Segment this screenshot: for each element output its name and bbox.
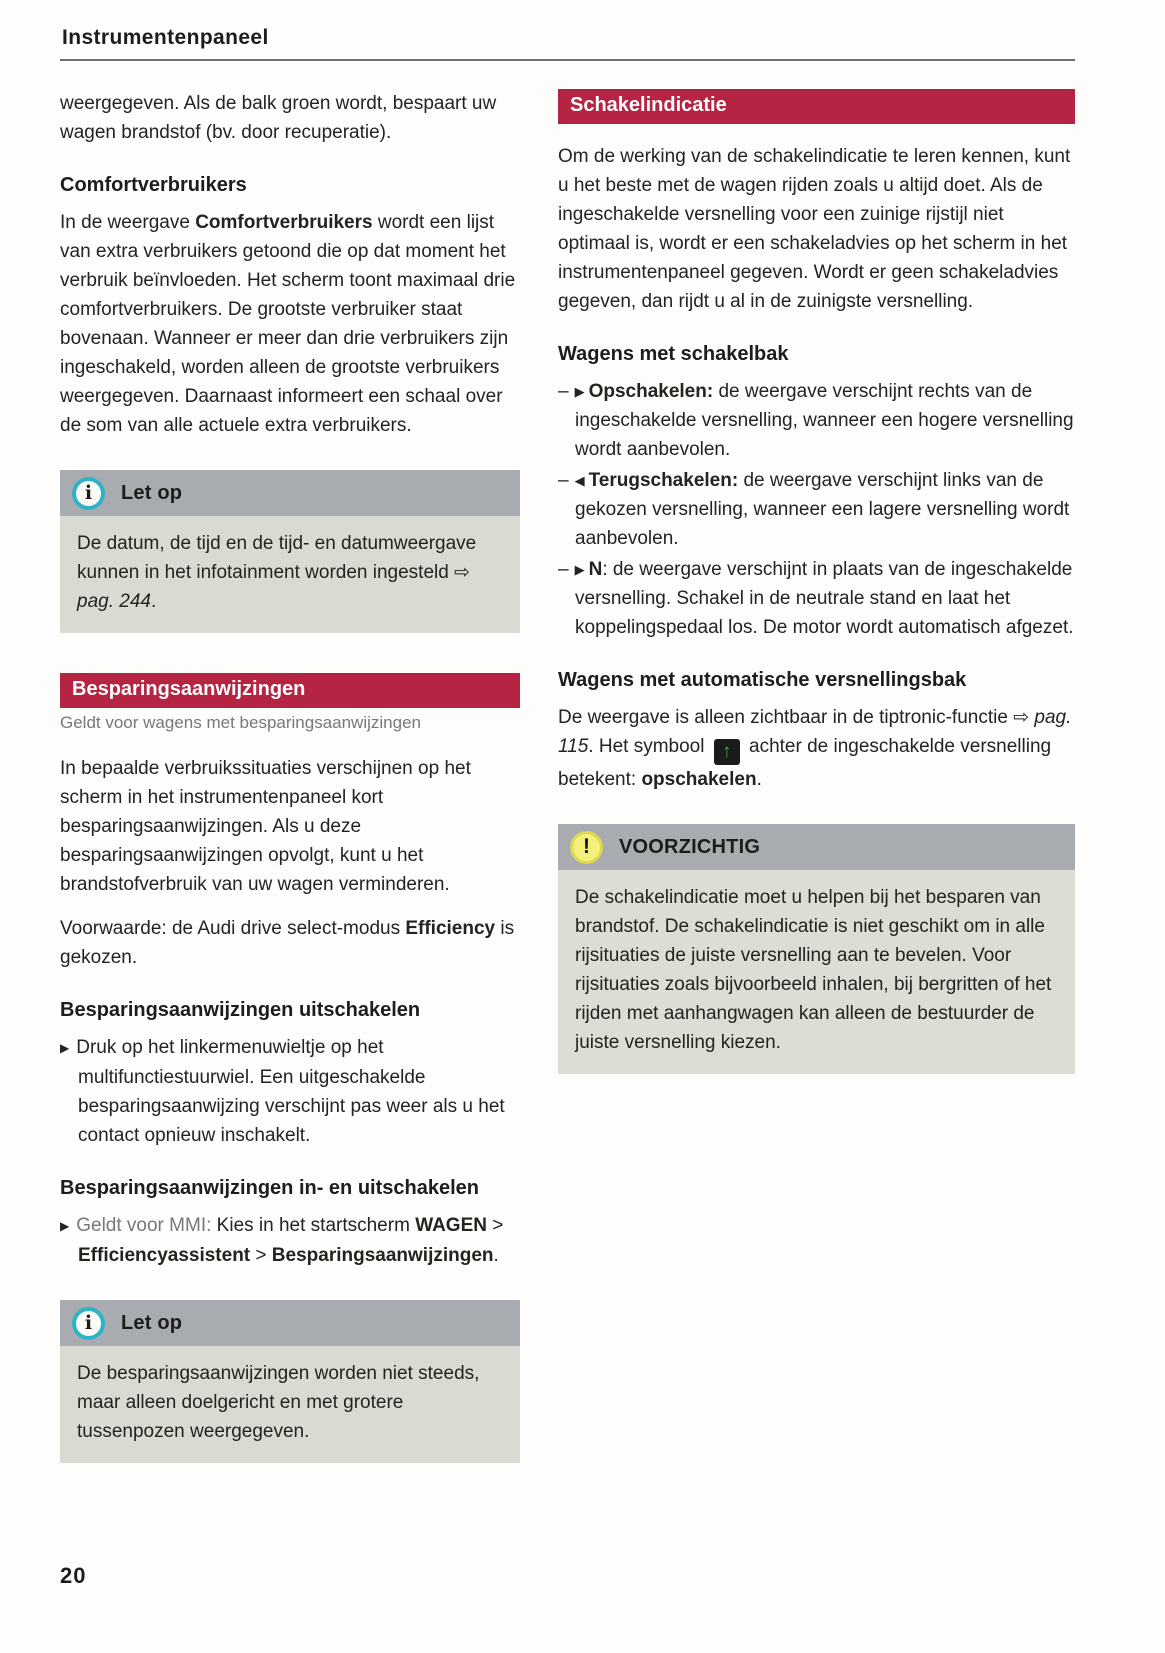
- note-body: De besparingsaanwijzingen worden niet steeds, maar alleen doelgericht en met grotere tussenpozen weergegeven.: [60, 1346, 520, 1463]
- step-triangle-icon: ▶: [60, 1041, 70, 1055]
- two-column-layout: [60, 89, 1075, 1463]
- left-column: [60, 89, 520, 1463]
- note-body: De datum, de tijd en de tijd- en datumweergave kunnen in het infotainment worden ingesteld ⇨ pag. 244.: [60, 516, 520, 633]
- section-subtitle: Geldt voor wagens met besparingsaanwijzingen: [60, 713, 421, 732]
- note-title: Let op: [121, 481, 183, 504]
- paragraph: De weergave is alleen zichtbaar in de tiptronic-functie ⇨ pag. 115. Het symbool ↑ achter de ingeschakelde versnelling betekent: opschakelen.: [558, 707, 1072, 790]
- heading-wagens-met-schakelbak: Wagens met schakelbak: [558, 343, 789, 365]
- heading-wagens-met-automaat: Wagens met automatische versnellingsbak: [558, 669, 967, 691]
- paragraph: weergegeven. Als de balk groen wordt, bespaart uw wagen brandstof (bv. door recuperatie).: [60, 93, 497, 143]
- dash-marker: –: [558, 559, 569, 580]
- caution-body: De schakelindicatie moet u helpen bij het besparen van brandstof. De schakelindicatie is niet geschikt om in alle rijsituaties de juiste versnelling aan te bevelen. Voor rijsituaties zoals bijvoorbeeld inhalen, bij bergritten of het rijden met aanhangwagen kan alleen de bestuurder de juiste versnelling kiezen.: [558, 870, 1075, 1074]
- page-header: [60, 26, 1075, 61]
- page-content: [60, 26, 1075, 1463]
- paragraph: In bepaalde verbruikssituaties verschijnen op het scherm in het instrumentenpaneel kort besparingsaanwijzingen. Als u deze besparingsaanwijzingen opvolgt, kunt u het brandstofverbruik van uw wagen verminderen.: [60, 758, 471, 895]
- list-item-text: Terugschakelen: de weergave verschijnt links van de gekozen versnelling, wanneer een lagere versnelling wordt aanbevolen.: [575, 470, 1070, 549]
- step-text: Druk op het linkermenuwieltje op het multifunctiestuurwiel. Een uitgeschakelde besparingsaanwijzing verschijnt pas weer als u het contact opnieuw inschakelt.: [76, 1037, 505, 1146]
- dash-marker: –: [558, 470, 569, 491]
- info-icon: i: [72, 1307, 105, 1340]
- heading-besparing-uitschakelen: Besparingsaanwijzingen uitschakelen: [60, 999, 421, 1021]
- caution-box: [558, 824, 1075, 1074]
- note-header: [60, 1300, 520, 1346]
- list-item: [558, 377, 1075, 464]
- list-item-text: Opschakelen: de weergave verschijnt rechts van de ingeschakelde versnelling, wanneer een hogere versnelling wordt aanbevolen.: [575, 381, 1074, 460]
- caution-header: [558, 824, 1075, 870]
- note-header: [60, 470, 520, 516]
- heading-comfortverbruikers: Comfortverbruikers: [60, 174, 247, 196]
- section-header-besparingsaanwijzingen: Besparingsaanwijzingen: [60, 673, 520, 708]
- note-box-letop-1: [60, 470, 520, 633]
- warning-icon: !: [570, 831, 603, 864]
- paragraph: In de weergave Comfortverbruikers wordt een lijst van extra verbruikers getoond die op dat moment het verbruik beïnvloeden. Het scherm toont maximaal drie comfortverbruikers. De grootste verbruiker staat bovenaan. Wanneer er meer dan drie verbruikers zijn ingeschakeld, worden alleen de grootste verbruikers weergegeven. Daarnaast informeert een schaal over de som van alle actuele extra verbruikers.: [60, 212, 516, 436]
- list-item-text: N: de weergave verschijnt in plaats van de ingeschakelde versnelling. Schakel in de neutrale stand en laat het koppelingspedaal los. De motor wordt automatisch afgezet.: [575, 559, 1074, 638]
- list-item: [558, 555, 1075, 642]
- paragraph: Voorwaarde: de Audi drive select-modus Efficiency is gekozen.: [60, 918, 515, 968]
- list-item: [558, 466, 1075, 553]
- upshift-triangle-icon: ▶: [574, 384, 585, 399]
- step-text: Geldt voor MMI: Kies in het startscherm WAGEN > Efficiencyassistent > Besparingsaanwijzingen.: [76, 1215, 504, 1266]
- note-box-letop-2: [60, 1300, 520, 1463]
- section-header-schakelindicatie: Schakelindicatie: [558, 89, 1075, 124]
- title-rule: [60, 59, 1075, 61]
- page-number: 20: [60, 1563, 87, 1588]
- caution-title: VOORZICHTIG: [619, 835, 761, 858]
- downshift-triangle-icon: ◀: [574, 473, 585, 488]
- instruction-step: [60, 1211, 520, 1270]
- right-column: [558, 89, 1075, 1463]
- note-title: Let op: [121, 1311, 183, 1334]
- page-title: Instrumentenpaneel: [62, 26, 269, 49]
- info-icon: i: [72, 477, 105, 510]
- step-triangle-icon: ▶: [60, 1219, 70, 1233]
- heading-besparing-in-en-uitschakelen: Besparingsaanwijzingen in- en uitschakelen: [60, 1177, 479, 1199]
- paragraph: Om de werking van de schakelindicatie te leren kennen, kunt u het beste met de wagen rijden zoals u altijd doet. Als de ingeschakelde versnelling voor een zuinige rijstijl niet optimaal is, wordt er een schakeladvies op het scherm in het instrumentenpaneel gegeven. Wordt er geen schakeladvies gegeven, dan rijdt u al in de zuinigste versnelling.: [558, 146, 1071, 312]
- dash-marker: –: [558, 381, 569, 402]
- instruction-step: [60, 1033, 520, 1150]
- neutral-triangle-icon: ▶: [574, 562, 585, 577]
